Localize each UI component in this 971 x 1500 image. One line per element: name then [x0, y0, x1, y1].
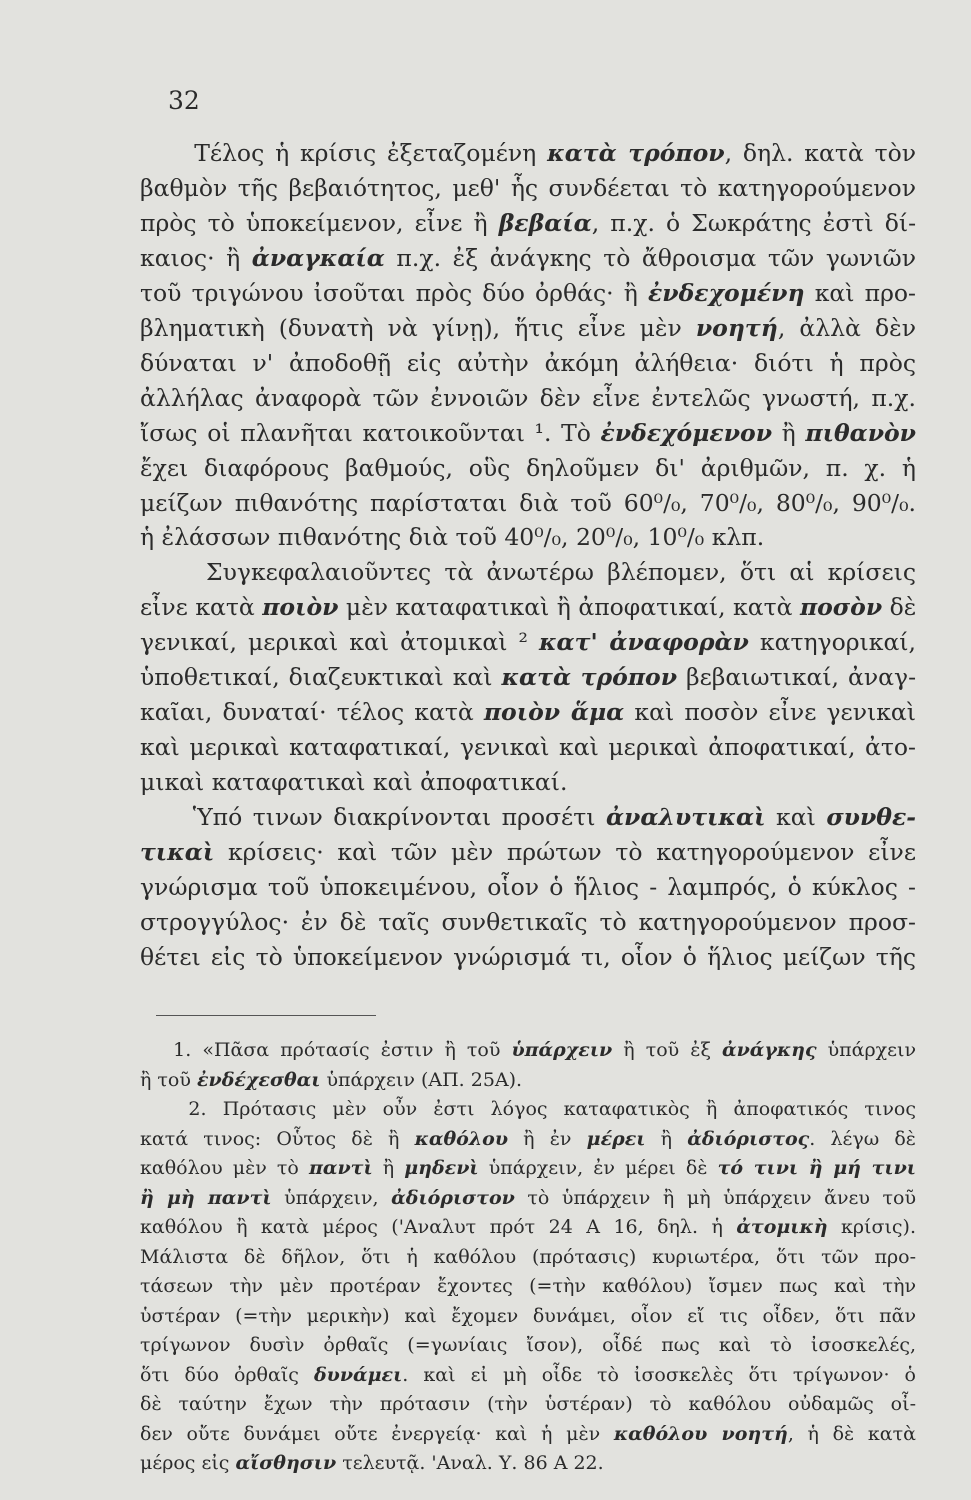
text-run: ὑπάρχειν, ἐν μέρει δὲ	[478, 1157, 718, 1179]
footnote-line	[140, 1125, 916, 1153]
text-run: Μάλιστα δὲ δῆλον, ὅτι ἡ καθόλου (πρότασις) κυριωτέρα, ὅτι τῶν προ-	[140, 1245, 916, 1268]
text-run: ἴσως οἱ πλανῆται κατοικοῦνται ¹. Τὸ	[140, 418, 601, 447]
body-line	[140, 451, 916, 485]
text-run: ὑπάρχειν,	[271, 1186, 392, 1209]
text-run: δὲ	[882, 593, 916, 622]
emphasized-term: ποσὸν	[799, 593, 883, 622]
text-run: μικαὶ καταφατικαὶ καὶ ἀποφατικαί.	[140, 768, 568, 797]
emphasized-term: ἐνδεχόμενον	[600, 418, 773, 447]
text-run: θέτει εἰς τὸ ὑποκείμενον γνώρισμά τι, οἷον ὁ ἥλιος μείζων τῆς	[140, 942, 916, 971]
emphasized-term: κατὰ τρόπον	[547, 139, 725, 167]
emphasized-term: μηδενὶ	[404, 1157, 479, 1179]
text-run: κατά τινος: Οὗτος δὲ ἢ	[140, 1127, 415, 1150]
emphasized-term: νοητή	[695, 313, 778, 342]
text-run: . λέγω δὲ	[809, 1127, 916, 1150]
body-line	[140, 346, 916, 380]
text-run: καθόλου μὲν τὸ	[140, 1157, 309, 1179]
emphasized-term: πιθανὸν	[805, 418, 916, 447]
text-run: καθόλου ἢ κατὰ μέρος ('Αναλυτ πρότ 24 Α 16, δηλ. ἡ	[140, 1216, 737, 1238]
text-run: ἔχει διαφόρους βαθμούς, οὓς δηλοῦμεν δι' ἀριθμῶν, π. χ. ἡ	[140, 453, 916, 482]
text-run: ὑπάρχειν	[816, 1039, 916, 1061]
emphasized-term: κατ' ἀναφορὰν	[538, 628, 749, 657]
text-run: ὑποθετικαί, διαζευκτικαὶ καὶ	[140, 663, 502, 692]
emphasized-term: ποιὸν	[262, 593, 339, 622]
emphasized-term: παντὶ	[308, 1157, 373, 1179]
body-line	[140, 695, 916, 729]
text-run: καὶ προ-	[804, 278, 916, 307]
body-line	[140, 276, 916, 310]
emphasized-term: συνθε-	[826, 803, 916, 832]
footnote-line	[140, 1243, 916, 1271]
emphasized-term: ἀνάγκης	[721, 1039, 817, 1061]
emphasized-term: δυνάμει	[313, 1363, 403, 1386]
text-run: π.χ. ἐξ ἀνάγκης τὸ ἄθροισμα τῶν γωνιῶν	[384, 243, 916, 272]
text-run: δὲ ταύτην ἔχων τὴν πρότασιν (τὴν ὑστέραν) τὸ καθόλου οὐδαμῶς οἶ-	[140, 1393, 916, 1415]
text-run: εἶνε κατὰ	[140, 593, 263, 622]
body-line	[140, 241, 916, 275]
body-line	[140, 625, 916, 659]
text-run: Τέλος ἡ κρίσις ἐξεταζομένη	[140, 139, 548, 167]
text-run: . καὶ εἰ μὴ οἶδε τὸ ἰσοσκελὲς ὅτι τρίγωνον· ὁ	[402, 1363, 916, 1386]
body-line	[140, 381, 916, 415]
emphasized-term: ἢ μὴ παντὶ	[140, 1186, 272, 1209]
body-line	[140, 800, 916, 834]
text-run: βαθμὸν τῆς βεβαιότητος, μεθ' ἧς συνδέεται τὸ κατηγορούμενον	[140, 173, 916, 202]
text-run: ὅτι δύο ὀρθαῖς	[140, 1363, 314, 1386]
footnote-line	[140, 1361, 916, 1389]
emphasized-term: βεβαία	[498, 208, 592, 237]
footnote-line	[140, 1302, 916, 1330]
text-run: κατηγορικαί,	[748, 628, 916, 657]
text-run: γενικαί, μερικαὶ καὶ ἀτομικαὶ ²	[140, 628, 539, 657]
body-line	[140, 870, 916, 904]
footnote-line	[140, 1420, 916, 1448]
text-run: τάσεων τὴν μὲν προτέραν ἔχοντες (=τὴν καθόλου) ἴσμεν πως καὶ τὴν	[140, 1275, 916, 1297]
footnote-line	[140, 1184, 916, 1212]
body-line	[140, 311, 916, 345]
text-run: καῖαι, δυναταί· τέλος κατὰ	[140, 698, 484, 727]
footnote-line	[140, 1272, 916, 1300]
emphasized-term: τικαὶ	[140, 838, 215, 866]
text-run: ὑπάρχειν (ΑΠ. 25Α).	[320, 1068, 523, 1091]
text-run: τὸ ὑπάρχειν ἢ μὴ ὑπάρχειν ἄνευ τοῦ	[514, 1186, 916, 1209]
footnote-line	[140, 1390, 916, 1418]
text-run: ἀλλήλας ἀναφορὰ τῶν ἐννοιῶν δὲν εἶνε ἐντελῶς γνωστή, π.χ.	[140, 383, 916, 412]
body-line	[140, 835, 916, 869]
text-run: Ὑπό τινων διακρίνονται προσέτι	[140, 803, 606, 832]
text-run: μείζων πιθανότης παρίσταται διὰ τοῦ 60⁰/₀, 70⁰/₀, 80⁰/₀, 90⁰/₀.	[140, 488, 916, 517]
text-run: ἢ τοῦ	[140, 1068, 197, 1091]
footnote-line	[140, 1036, 916, 1064]
text-run: κρίσις).	[827, 1216, 916, 1238]
text-run: μέρος εἰς	[140, 1452, 236, 1474]
text-run: καιος· ἢ	[140, 243, 252, 272]
emphasized-term: καθόλου	[414, 1127, 509, 1150]
body-line	[140, 206, 916, 240]
text-run: δεν οὔτε δυνάμει οὔτε ἐνεργείᾳ· καὶ ἡ μὲν	[140, 1422, 614, 1445]
body-line	[140, 940, 916, 974]
emphasized-term: μέρει	[586, 1127, 646, 1150]
text-run: ἡ ἐλάσσων πιθανότης διὰ τοῦ 40⁰/₀, 20⁰/₀, 10⁰/₀ κλπ.	[140, 523, 765, 552]
emphasized-term: ἀδιόριστον	[391, 1186, 515, 1209]
footnote-line	[140, 1066, 916, 1094]
body-line	[140, 765, 916, 799]
emphasized-term: αἴσθησιν	[235, 1452, 337, 1474]
text-run: δύναται ν' ἀποδοθῇ εἰς αὐτὴν ἀκόμη ἀλήθεια· διότι ἡ πρὸς	[140, 348, 916, 377]
text-run: μὲν καταφατικαὶ ἢ ἀποφατικαί, κατὰ	[338, 593, 800, 622]
text-run: καὶ μερικαὶ καταφατικαί, γενικαὶ καὶ μερικαὶ ἀποφατικαί, ἀτο-	[140, 733, 916, 762]
footnote-line	[140, 1095, 916, 1123]
body-line	[140, 416, 916, 450]
footnote-line	[140, 1213, 916, 1241]
page-number: 32	[168, 86, 200, 115]
text-run: , ἡ δὲ κατὰ	[787, 1422, 916, 1445]
body-line	[140, 520, 916, 554]
text-run: καὶ	[765, 803, 827, 832]
text-run: 2. Πρότασις μὲν οὖν ἐστι λόγος καταφατικὸς ἢ ἀποφατικός τινος	[140, 1098, 916, 1120]
text-run: γνώρισμα τοῦ ὑποκειμένου, οἷον ὁ ἥλιος - λαμπρός, ὁ κύκλος -	[140, 872, 916, 901]
emphasized-term: ὑπάρχειν	[511, 1039, 613, 1061]
text-run: ἢ τοῦ ἐξ	[612, 1039, 722, 1061]
text-run: πρὸς τὸ ὑποκείμενον, εἶνε ἢ	[140, 208, 499, 237]
emphasized-term: ἀδιόριστος	[687, 1127, 810, 1150]
body-line	[140, 905, 916, 939]
emphasized-term: καθόλου νοητή	[613, 1422, 788, 1445]
text-run: , δηλ. κατὰ τὸν	[724, 139, 916, 167]
text-run: ὑστέραν (=τὴν μερικὴν) καὶ ἔχομεν δυνάμει, οἷον εἴ τις οἶδεν, ὅτι πᾶν	[140, 1304, 916, 1327]
body-line	[140, 660, 916, 694]
text-run: καὶ ποσὸν εἶνε γενικαὶ	[624, 698, 916, 727]
text-run: , π.χ. ὁ Σωκράτης ἐστὶ δί-	[591, 208, 916, 237]
text-run: 1. «Πᾶσα πρότασίς ἐστιν ἢ τοῦ	[140, 1039, 512, 1061]
footnote-line	[140, 1331, 916, 1359]
text-run: βεβαιωτικαί, ἀναγ-	[677, 663, 916, 692]
body-line	[140, 136, 916, 170]
emphasized-term: κατὰ τρόπον	[501, 663, 678, 692]
text-run: βληματικὴ (δυνατὴ νὰ γίνῃ), ἥτις εἶνε μὲν	[140, 313, 696, 342]
emphasized-term: ἀναγκαία	[251, 243, 385, 272]
text-run: ἢ	[772, 418, 806, 447]
footnote-divider	[156, 1015, 376, 1016]
text-run: τοῦ τριγώνου ἰσοῦται πρὸς δύο ὀρθάς· ἢ	[140, 278, 649, 307]
footnote-line	[140, 1154, 916, 1182]
emphasized-term: ἐνδεχομένη	[648, 278, 805, 307]
text-run: τρίγωνον δυσὶν ὀρθαῖς (=γωνίαις ἴσον), οἶδέ πως καὶ τὸ ἰσοσκελές,	[140, 1334, 916, 1356]
body-line	[140, 590, 916, 624]
body-line	[140, 555, 916, 589]
text-run: ἢ ἐν	[508, 1127, 587, 1150]
text-run: Συγκεφαλαιοῦντες τὰ ἀνωτέρω βλέπομεν, ὅτι αἱ κρίσεις	[140, 558, 916, 587]
text-run: ἢ	[645, 1127, 688, 1150]
body-line	[140, 171, 916, 205]
text-run: ἢ	[372, 1157, 405, 1179]
footnote-line	[140, 1449, 916, 1477]
emphasized-term: τό τινι ἢ μή τινι	[717, 1157, 916, 1179]
emphasized-term: ἀναλυτικαὶ	[605, 803, 766, 832]
text-run: , ἀλλὰ δὲν	[777, 313, 916, 342]
emphasized-term: ποιὸν ἅμα	[483, 698, 625, 727]
body-line	[140, 730, 916, 764]
text-run: στρογγύλος· ἐν δὲ ταῖς συνθετικαῖς τὸ κατηγορούμενον προσ-	[140, 907, 916, 936]
text-run: κρίσεις· καὶ τῶν μὲν πρώτων τὸ κατηγορούμενον εἶνε	[214, 838, 916, 866]
emphasized-term: ἀτομικὴ	[736, 1216, 828, 1238]
body-line	[140, 486, 916, 520]
emphasized-term: ἐνδέχεσθαι	[196, 1068, 321, 1091]
text-run: τελευτᾷ. 'Αναλ. Υ. 86 Α 22.	[336, 1452, 604, 1474]
